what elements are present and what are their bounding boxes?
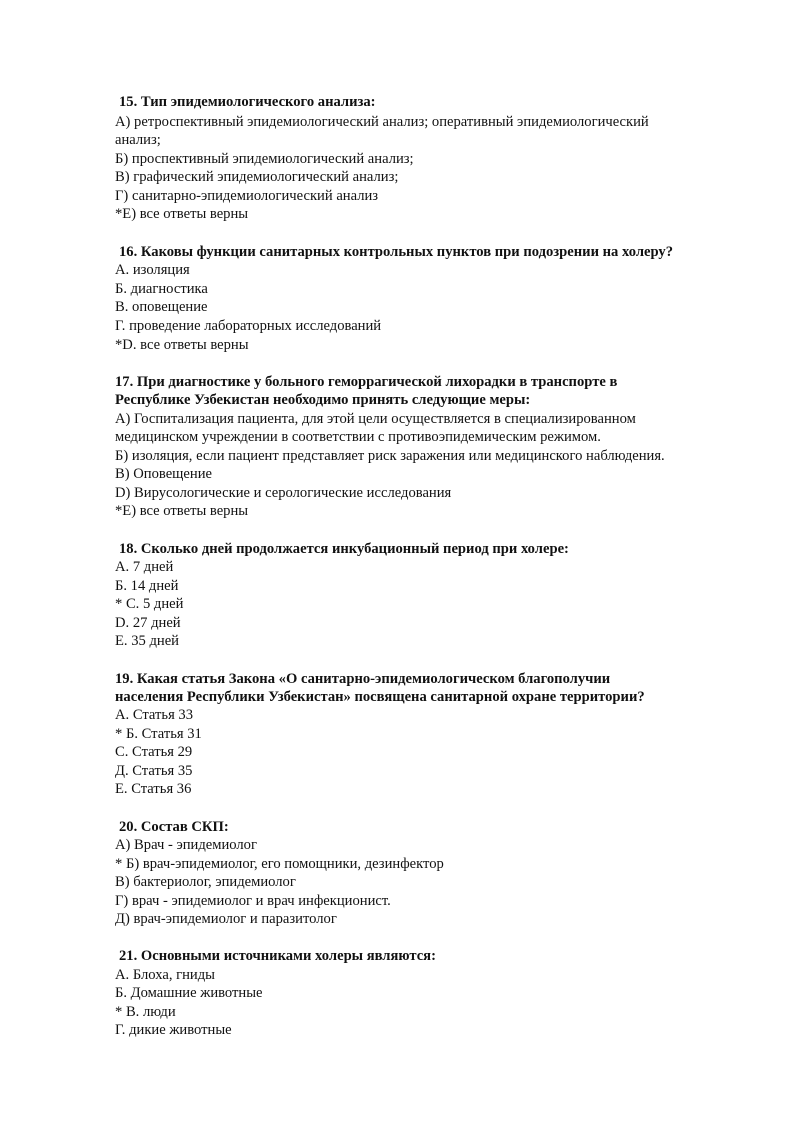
question-16-title: 16. Каковы функции санитарных контрольных пунктов при подозрении на холеру? — [119, 244, 674, 260]
question-17-option-a-cont: медицинском учреждении в соответствии с противоэпидемическим режимом. — [115, 429, 601, 445]
question-17-title-cont: Республике Узбекистан необходимо принять следующие меры: — [115, 392, 531, 408]
question-16-option-c: В. оповещение — [115, 299, 208, 315]
question-18-option-d: D. 27 дней — [115, 615, 181, 631]
question-15-option-a-cont: анализ; — [115, 132, 161, 148]
question-19-title: 19. Какая статья Закона «О санитарно-эпидемиологическом благополучии — [115, 671, 611, 687]
question-21-option-a: А. Блоха, гниды — [115, 967, 215, 983]
question-16-option-a: А. изоляция — [115, 262, 190, 278]
question-15-option-e: *Е) все ответы верны — [115, 206, 249, 222]
question-19-title-cont: населения Республики Узбекистан» посвящена санитарной охране территории? — [115, 689, 645, 705]
question-20-option-d: Г) врач - эпидемиолог и врач инфекционист. — [115, 893, 391, 909]
question-16-option-d: Г. проведение лабораторных исследований — [115, 318, 382, 334]
question-17-option-a: А) Госпитализация пациента, для этой цели осуществляется в специализированном — [115, 411, 636, 427]
question-17-option-c: В) Оповещение — [115, 466, 212, 482]
question-18-option-e: Е. 35 дней — [115, 633, 179, 649]
question-21-option-b: Б. Домашние животные — [115, 985, 263, 1001]
question-20-option-c: В) бактериолог, эпидемиолог — [115, 874, 296, 890]
question-15-option-d: Г) санитарно-эпидемиологический анализ — [115, 188, 379, 204]
question-19-option-c: С. Статья 29 — [115, 744, 193, 760]
question-20-title: 20. Состав СКП: — [119, 819, 229, 835]
question-17-option-b: Б) изоляция, если пациент представляет риск заражения или медицинского наблюдения. — [115, 448, 665, 464]
question-19-option-d: Д. Статья 35 — [115, 763, 193, 779]
question-18-option-c: * С. 5 дней — [115, 596, 184, 612]
question-18-title: 18. Сколько дней продолжается инкубационный период при холере: — [119, 541, 569, 557]
question-17-title: 17. При диагностике у больного геморрагической лихорадки в транспорте в — [115, 374, 618, 390]
question-20-option-e: Д) врач-эпидемиолог и паразитолог — [115, 911, 337, 927]
question-20-option-a: А) Врач - эпидемиолог — [115, 837, 257, 853]
question-15-title: 15. Тип эпидемиологического анализа: — [119, 94, 376, 110]
question-15-option-a: А) ретроспективный эпидемиологический анализ; оперативный эпидемиологический — [115, 114, 649, 130]
question-18-option-a: А. 7 дней — [115, 559, 174, 575]
question-21-option-c: * В. люди — [115, 1004, 176, 1020]
question-18-option-b: Б. 14 дней — [115, 578, 179, 594]
question-21-option-d: Г. дикие животные — [115, 1022, 232, 1038]
question-21-title: 21. Основными источниками холеры являются: — [119, 948, 436, 964]
question-20-option-b: * Б) врач-эпидемиолог, его помощники, дезинфектор — [115, 856, 444, 872]
question-19-option-a: А. Статья 33 — [115, 707, 194, 723]
question-19-option-b: * Б. Статья 31 — [115, 726, 202, 742]
question-19-option-e: Е. Статья 36 — [115, 781, 192, 797]
question-17-option-e: *Е) все ответы верны — [115, 503, 249, 519]
question-16-option-b: Б. диагностика — [115, 281, 208, 297]
question-17-option-d: D) Вирусологические и серологические исследования — [115, 485, 452, 501]
question-15-option-b: Б) проспективный эпидемиологический анализ; — [115, 151, 414, 167]
question-16-option-e: *D. все ответы верны — [115, 337, 249, 353]
question-15-option-c: В) графический эпидемиологический анализ; — [115, 169, 399, 185]
